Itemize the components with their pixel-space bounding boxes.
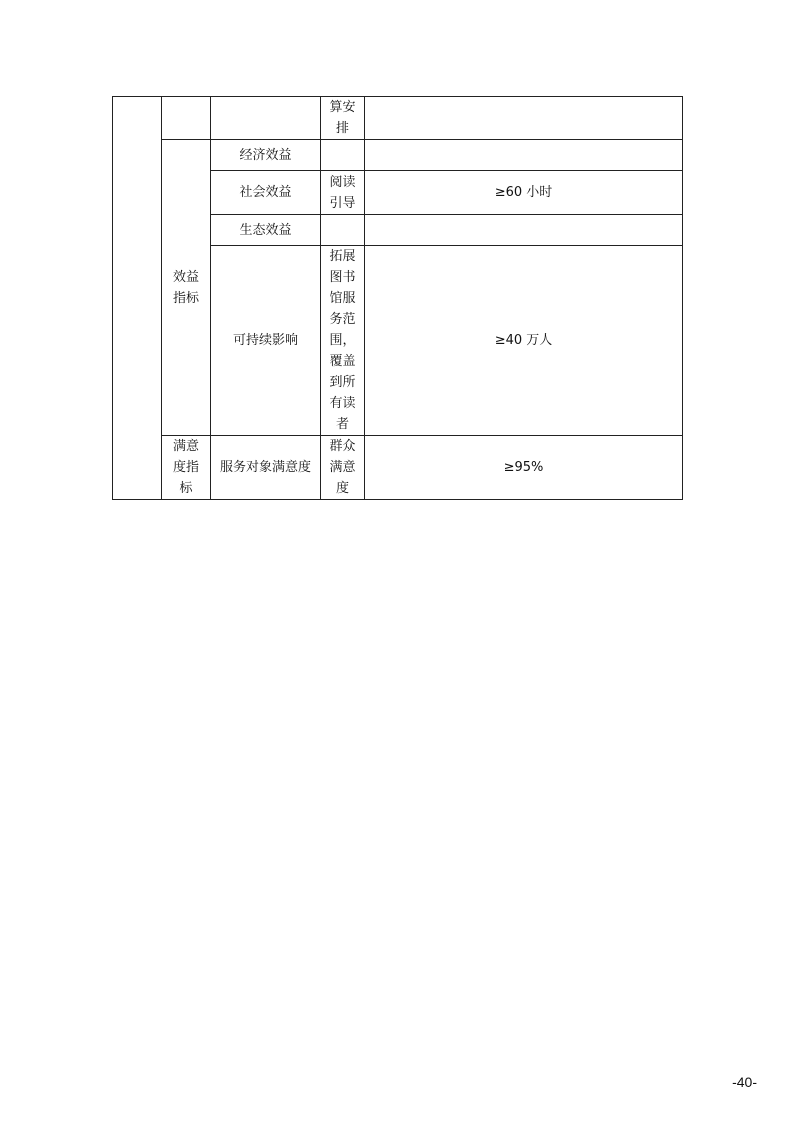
ecological-indicator-cell [321,215,365,246]
benefit-category-text: 效益指标 [172,269,199,306]
social-value-cell: ≥60 小时 [365,171,683,215]
satisfaction-indicator-text: 群众满意度 [329,439,356,496]
table-row-budget [113,97,683,140]
blank-subcategory-cell [211,97,321,140]
table-row-economic [113,140,683,171]
outer-blank-cell [113,97,162,500]
budget-indicator-text: 算安排 [329,100,356,136]
sustainable-value-cell: ≥40 万人 [365,246,683,436]
budget-indicator-cell [321,97,365,140]
satisfaction-indicator-cell [321,436,365,500]
economic-value-cell [365,140,683,171]
satisfaction-category-text: 满意度指标 [172,439,199,496]
economic-indicator-cell [321,140,365,171]
table-row-satisfaction [113,436,683,500]
satisfaction-value-cell: ≥95% [365,436,683,500]
ecological-value-cell [365,215,683,246]
blank-category-cell [162,97,211,140]
social-indicator-cell [321,171,365,215]
satisfaction-category-cell [162,436,211,500]
sustainable-indicator-text: 拓展图书馆服务范围，覆盖到所有读者 [329,249,356,432]
economic-label-cell: 经济效益 [211,140,321,171]
social-label-cell: 社会效益 [211,171,321,215]
social-indicator-text: 阅读引导 [329,174,356,211]
benefit-category-cell [162,140,211,436]
page-number: -40- [732,1074,757,1090]
sustainable-label-cell: 可持续影响 [211,246,321,436]
sustainable-indicator-cell [321,246,365,436]
ecological-label-cell: 生态效益 [211,215,321,246]
budget-value-cell [365,97,683,140]
satisfaction-label-cell: 服务对象满意度 [211,436,321,500]
performance-indicator-table [112,96,683,500]
